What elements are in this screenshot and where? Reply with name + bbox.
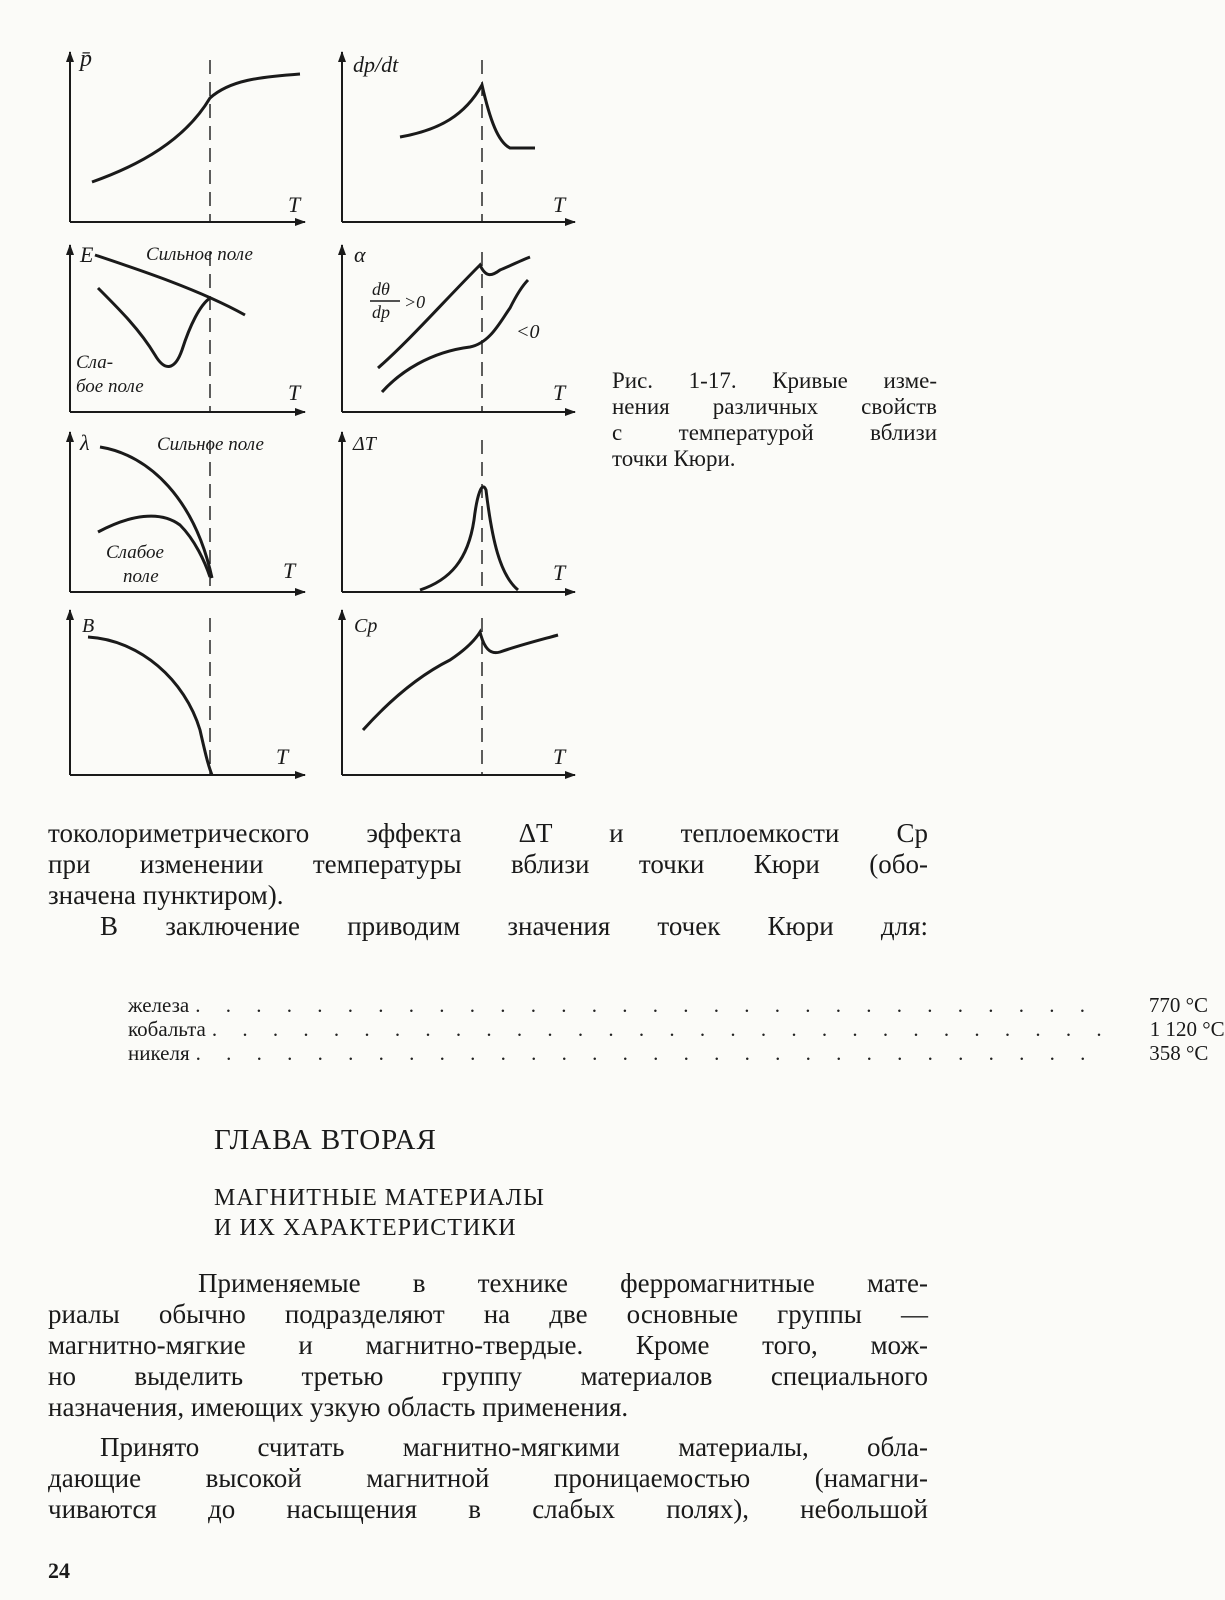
xlabel-lambda: T <box>283 558 296 583</box>
text-line: Применяемые в технике ферромагнитные мате- <box>198 1268 928 1298</box>
ylabel-Cp: Cp <box>354 615 378 637</box>
text-line: токолориметрического эффекта ΔT и теплоемкости Cp <box>48 818 928 848</box>
panel-resistance <box>70 52 305 222</box>
table-row <box>128 1041 1209 1065</box>
panel-B <box>70 610 305 775</box>
curie-points-table <box>128 993 1225 1065</box>
caption-line: с температурой вблизи <box>612 420 937 445</box>
xlabel-deltaT: T <box>553 560 566 585</box>
material-name: никеля <box>128 1041 190 1065</box>
ylabel-resistance: p̄ <box>80 46 92 72</box>
text-line: чиваются до насыщения в слабых полях), небольшой <box>48 1494 928 1524</box>
subtitle-line: МАГНИТНЫЕ МАТЕРИАЛЫ <box>214 1185 545 1211</box>
ylabel-E: E <box>80 242 94 267</box>
label-alpha-denominator: dp <box>372 302 390 322</box>
caption-line: точки Кюри. <box>612 446 736 471</box>
caption-line: нения различных свойств <box>612 394 937 419</box>
table-row <box>128 1017 1225 1041</box>
label-E-strong: Сильное поле <box>146 244 253 265</box>
ylabel-B: B <box>82 615 95 637</box>
leader-dots: . . . . . . . . . . . . . . . . . . . . . . . . . . . . . . <box>211 1017 1112 1041</box>
panel-deltaT <box>342 432 575 592</box>
curie-value: 1 120 °C <box>1149 1017 1225 1041</box>
curie-value: 358 °C <box>1149 1041 1209 1065</box>
subtitle-line: И ИХ ХАРАКТЕРИСТИКИ <box>214 1215 517 1241</box>
leader-dots: . . . . . . . . . . . . . . . . . . . . . . . . . . . . . . <box>195 993 1095 1017</box>
label-alpha-positive: >0 <box>404 292 426 312</box>
curve-resistance <box>92 74 300 182</box>
label-lambda-strong: Сильное поле <box>157 434 264 455</box>
chapter-title: ГЛАВА ВТОРАЯ <box>214 1124 437 1156</box>
xlabel-resistance: T <box>288 192 301 217</box>
text-line: при изменении температуры вблизи точки Кюри (обо- <box>48 849 928 879</box>
panel-lambda <box>70 432 305 592</box>
label-E-weak-2: бое поле <box>76 376 144 397</box>
text-line: магнитно-мягкие и магнитно-твердые. Кроме того, мож- <box>48 1330 928 1360</box>
ylabel-deltaT: ΔT <box>353 433 376 455</box>
curve-dp-dt <box>400 85 535 148</box>
text-line: значена пунктиром). <box>48 880 284 910</box>
page-number: 24 <box>48 1558 70 1583</box>
ylabel-alpha: α <box>354 242 366 267</box>
paragraph-soft-magnetic <box>48 1432 928 1525</box>
label-E-weak-1: Сла- <box>76 352 114 373</box>
xlabel-dp-dt: T <box>553 192 566 217</box>
paragraph-groups <box>48 1268 928 1423</box>
text-line: риалы обычно подразделяют на две основные группы — <box>48 1299 928 1329</box>
xlabel-B: T <box>276 744 289 769</box>
material-name: железа <box>128 993 190 1017</box>
panel-dp-dt <box>342 52 575 222</box>
xlabel-Cp: T <box>553 744 566 769</box>
panel-alpha <box>342 245 575 412</box>
xlabel-E: T <box>288 380 301 405</box>
caption-line: Рис. 1-17. Кривые изме- <box>612 368 937 393</box>
text-line: но выделить третью группу материалов специального <box>48 1361 928 1391</box>
paragraph-continuation <box>48 818 928 942</box>
material-name: кобальта <box>128 1017 206 1041</box>
text-line: дающие высокой магнитной проницаемостью (намагни- <box>48 1463 928 1493</box>
ylabel-lambda: λ <box>80 430 90 455</box>
chapter-subtitle <box>214 1183 545 1243</box>
leader-dots: . . . . . . . . . . . . . . . . . . . . . . . . . . . . . . <box>195 1041 1096 1065</box>
curie-value: 770 °C <box>1148 993 1208 1017</box>
curve-E-weak <box>98 288 210 366</box>
text-line: В заключение приводим значения точек Кюри для: <box>100 911 928 941</box>
label-lambda-weak-1: Слабое <box>106 542 164 563</box>
xlabel-alpha: T <box>553 380 566 405</box>
label-alpha-negative: <0 <box>516 321 540 343</box>
label-lambda-weak-2: поле <box>123 566 159 587</box>
ylabel-dp-dt: dp/dt <box>353 52 399 77</box>
text-line: назначения, имеющих узкую область применения. <box>48 1392 629 1422</box>
curve-deltaT <box>420 487 518 590</box>
figure-caption <box>612 368 937 472</box>
text-line: Принято считать магнитно-мягкими материалы, обла- <box>100 1432 928 1462</box>
curve-Cp <box>363 632 558 730</box>
curve-B <box>88 637 212 775</box>
label-alpha-numerator: dθ <box>372 279 390 299</box>
table-row <box>128 993 1208 1017</box>
